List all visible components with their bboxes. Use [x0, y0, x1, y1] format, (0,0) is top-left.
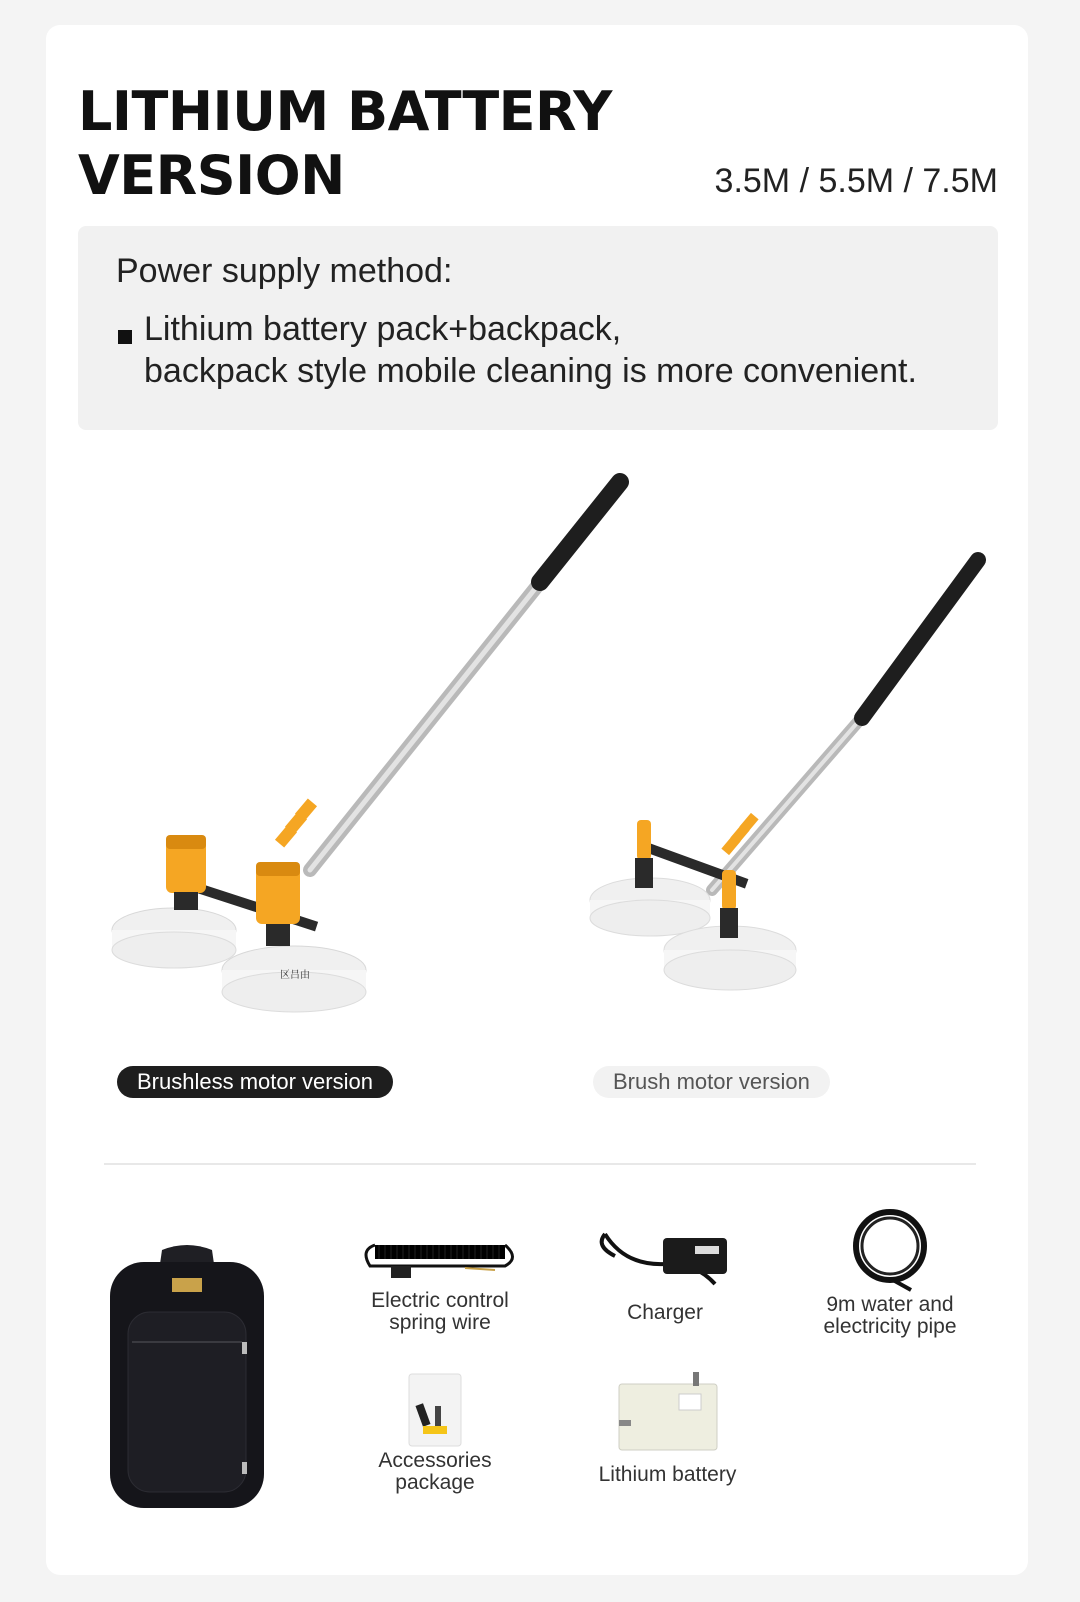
coiled-pipe-icon: [845, 1204, 935, 1294]
spring-wire-label-2: spring wire: [389, 1311, 491, 1334]
brush-version-label: Brush motor version: [593, 1066, 830, 1098]
product-illustrations: [100, 460, 1020, 1040]
brush-cleaner-image: [590, 560, 978, 990]
bullet-square-icon: [118, 330, 132, 344]
pipe-label-1: 9m water and: [826, 1293, 954, 1316]
accessory-charger: [580, 1226, 750, 1324]
section-divider: [104, 1163, 976, 1165]
pole-lengths: 3.5M / 5.5M / 7.5M: [714, 162, 998, 200]
brushless-version-label: Brushless motor version: [117, 1066, 393, 1098]
battery-box-icon: [613, 1370, 723, 1454]
accessory-backpack: [102, 1242, 272, 1512]
title-line-1: LITHIUM BATTERY: [78, 80, 612, 143]
spring-wire-label-1: Electric control: [371, 1289, 509, 1312]
spring-wire-icon: [355, 1240, 525, 1290]
package-label-1: Accessories: [378, 1449, 492, 1472]
page-title: [78, 80, 612, 208]
accessory-battery: [580, 1370, 755, 1486]
accessories-bag-icon: [405, 1370, 465, 1450]
power-supply-heading: Power supply method:: [116, 252, 453, 290]
power-supply-line-2: backpack style mobile cleaning is more convenient.: [144, 352, 917, 390]
pipe-label-2: electricity pipe: [823, 1315, 957, 1338]
power-supply-line-1: Lithium battery pack+backpack,: [144, 310, 622, 348]
package-label-2: package: [395, 1471, 475, 1494]
brushless-cleaner-image: [112, 482, 620, 1012]
battery-label: Lithium battery: [598, 1463, 737, 1486]
brush-logo: 区吕由: [280, 970, 310, 981]
accessory-package: [360, 1370, 510, 1494]
title-line-2: VERSION: [78, 144, 345, 207]
power-supply-box: [78, 226, 998, 430]
accessory-pipe: [800, 1204, 980, 1338]
charger-icon: [595, 1226, 735, 1296]
accessory-spring-wire: [350, 1240, 530, 1334]
charger-label: Charger: [627, 1301, 703, 1324]
backpack-icon: [102, 1242, 272, 1512]
